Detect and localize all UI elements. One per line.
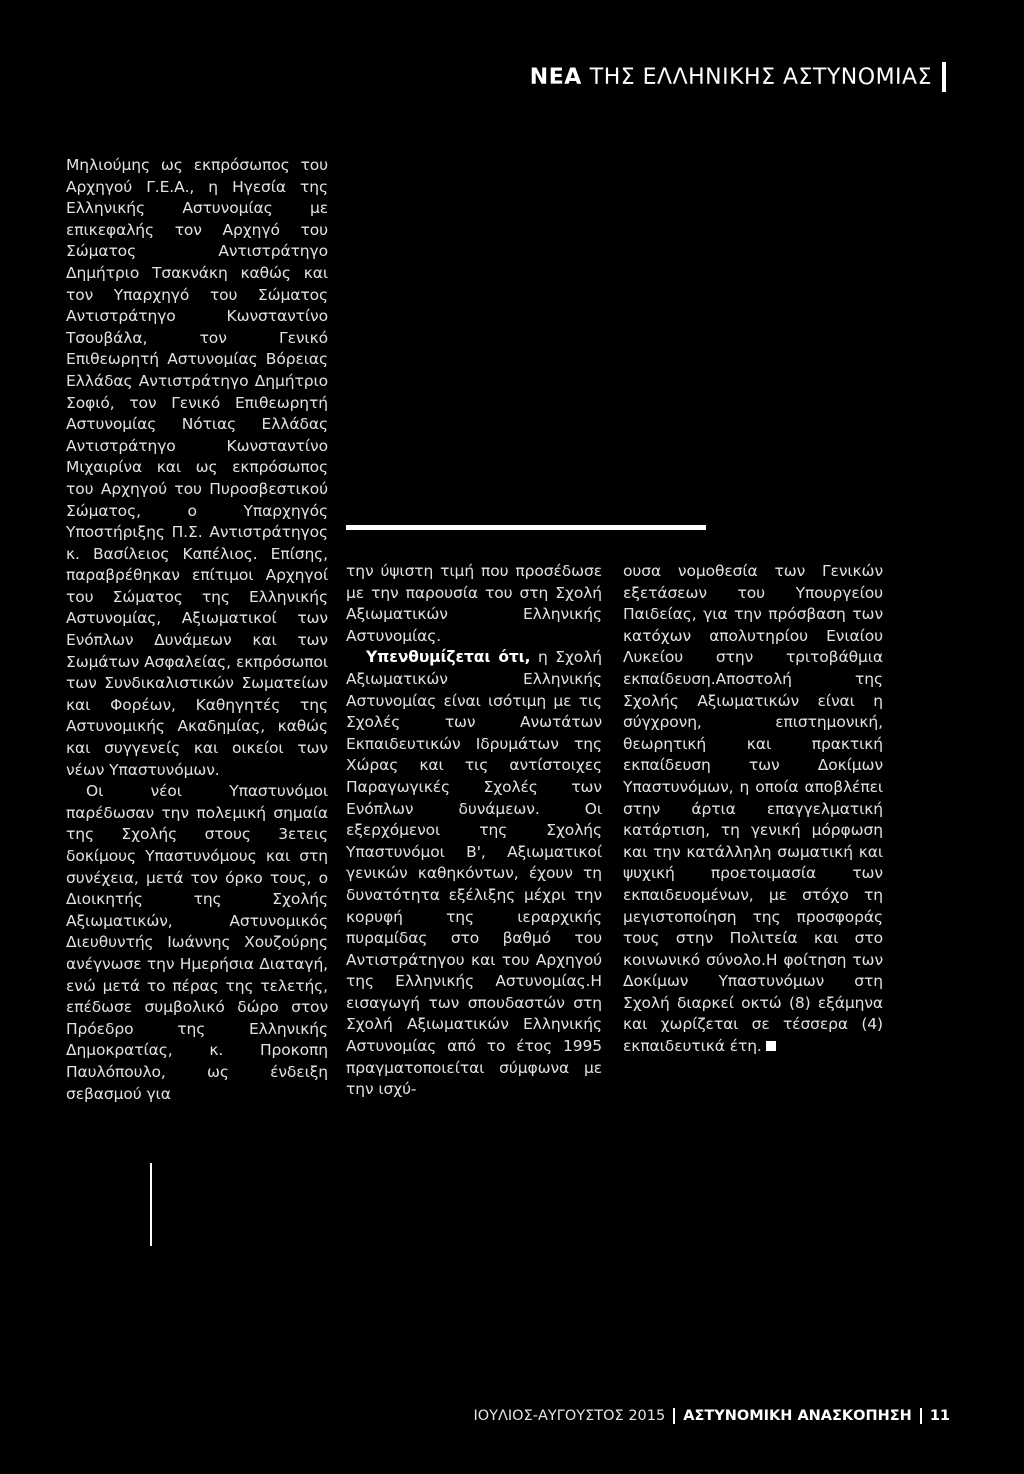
col1-paragraph-1: Μηλιούμης ως εκπρόσωπος του Αρχηγού Γ.Ε.Α., η Ηγεσία της Ελληνικής Αστυνομίας με επικεφαλής τον Αρχηγό του Σώματος Αντιστράτηγο Δημήτριο Τσακνάκη καθώς και τον Υπαρχηγό του Σώματος Αντιστράτηγο Κωνσταντίνο Τσουβάλα, τον Γενικό Επιθεωρητή Αστυνομίας Βόρειας Ελλάδας Αντιστράτηγο Δημήτριο Σοφιό, τον Γενικό Επιθεωρητή Αστυνομίας Νότιας Ελλάδας Αντιστράτηγο Κωνσταντίνο Μιχαιρίνα και ως εκπρόσωπος του Αρχηγού του Πυροσβεστικού Σώματος, ο Υπαρχηγός Υποστήριξης Π.Σ. Αντιστράτηγος κ. Βασίλειος Καπέλιος. Επίσης, παραβρέθηκαν επίτιμοι Αρχηγοί του Σώματος της Ελληνικής Αστυνομίας, Αξιωματικοί των Ενόπλων Δυνάμεων και των Σωμάτων Ασφαλείας, εκπρόσωποι των Συνδικαλιστικών Σωματείων και Φορέων, Καθηγητές της Αστυνομικής Ακαδημίας, καθώς και συγγενείς και οικείοι των νέων Υπαστυνόμων.: [66, 156, 328, 779]
footer-date: ΙΟΥΛΙΟΣ-ΑΥΓΟΥΣΤΟΣ 2015: [473, 1408, 666, 1424]
footer-separator: [920, 1408, 922, 1424]
col3-body: ουσα νομοθεσία των Γενικών εξετάσεων του Υπουργείου Παιδείας, για την πρόσβαση των κατόχων απολυτηρίου Ενιαίου Λυκείου στην τριτοβάθμια εκπαίδευση.Αποστολή της Σχολής Αξιωματικών είναι η σύγχρονη, επιστημονική, θεωρητική και πρακτική εκπαίδευση των Δοκίμων Υπαστυνόμων, η οποία αποβλέπει στην άρτια επαγγελματική κατάρτιση, τη γενική μόρφωση και την κατάλληλη σωματική και ψυχική προετοιμασία των εκπαιδευομένων, με στόχο τη μεγιστοποίηση της προσφοράς τους στην Πολιτεία και στο κοινωνικό σύνολο.Η φοίτηση των Δοκίμων Υπαστυνόμων στη Σχολή διαρκεί οκτώ (8) εξάμηνα και χωρίζεται σε τέσσερα (4) εκπαιδευτικά έτη.: [623, 562, 883, 1056]
col1-paragraph-2: Οι νέοι Υπαστυνόμοι παρέδωσαν την πολεμική σημαία της Σχολής στους 3ετεις δοκίμους Υπαστυνόμους και στη συνέχεια, μετά τον όρκο τους, ο Διοικητής της Σχολής Αξιωματικών, Αστυνομικός Διευθυντής Ιωάννης Χουζούρης ανέγνωσε την Ημερήσια Διαταγή, ενώ μετά το πέρας της τελετής, επέδωσε συμβολικό δώρο στον Πρόεδρο της Ελληνικής Δημοκρατίας, κ. Προκοπη Παυλόπουλο, ως ένδειξη σεβασμού για: [66, 782, 328, 1103]
header-bar: [942, 62, 946, 92]
col2-lead: Υπενθυμίζεται ότι,: [366, 648, 531, 667]
col2-paragraph-2: [346, 647, 602, 1100]
col3-paragraph-1: [623, 561, 883, 1058]
column-1: [66, 155, 328, 1105]
page-number: 11: [929, 1408, 950, 1424]
header-title: ΤΗΣ ΕΛΛΗΝΙΚΗΣ ΑΣΤΥΝΟΜΙΑΣ: [589, 64, 932, 90]
column-2: [346, 561, 602, 1101]
col2-body: η Σχολή Αξιωματικών Ελληνικής Αστυνομίας είναι ισότιμη με τις Σχολές των Ανωτάτων Εκπαιδευτικών Ιδρυμάτων της Χώρας και τις αντίστοιχες Παραγωγικές Σχολές των Ενόπλων δυνάμεων. Οι εξερχόμενοι της Σχολής Υπαστυνόμοι Β', Αξιωματικοί γενικών καθηκόντων, έχουν τη δυνατότητα εξέλιξης μέχρι την κορυφή της ιεραρχικής πυραμίδας στο βαθμό του Αντιστράτηγου και του Αρχηγού της Ελληνικής Αστυνομίας.Η εισαγωγή των σπουδαστών στη Σχολή Αξιωματικών Ελληνικής Αστυνομίας από το έτος 1995 πραγματοποιείται σύμφωνα με την ισχύ-: [346, 648, 602, 1099]
column-3: [623, 561, 883, 1058]
section-header: [530, 62, 946, 92]
header-bold: ΝΕΑ: [529, 64, 582, 90]
footer-magazine: ΑΣΤΥΝΟΜΙΚΗ ΑΝΑΣΚΟΠΗΣΗ: [683, 1408, 912, 1424]
end-mark-icon: [766, 1041, 776, 1051]
col2-paragraph-1: την ύψιστη τιμή που προσέδωσε με την παρουσία του στη Σχολή Αξιωματικών Ελληνικής Αστυνομίας.: [346, 562, 602, 645]
column-rule: [346, 525, 706, 530]
page-footer: [473, 1408, 950, 1424]
footer-separator: [673, 1408, 675, 1424]
margin-line: [150, 1163, 152, 1246]
